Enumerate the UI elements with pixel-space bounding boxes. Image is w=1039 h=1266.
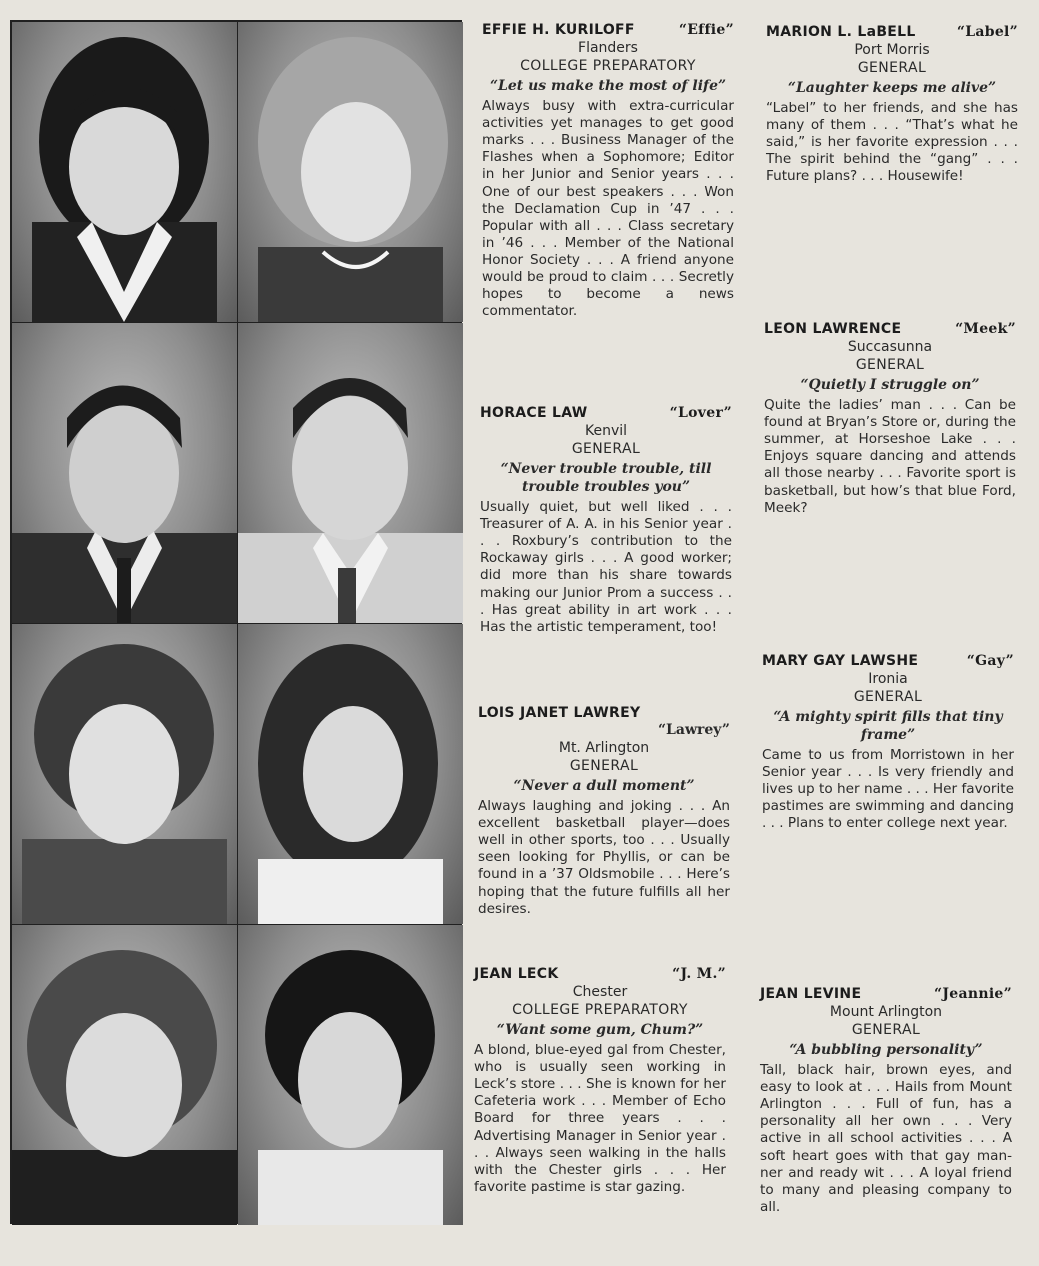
student-nickname: “Lawrey” <box>657 722 730 739</box>
entry-levine <box>760 986 1012 1216</box>
student-motto: “A mighty spirit fills that tiny frame” <box>773 709 1003 744</box>
student-bio: Came to us from Morristown in her Senior year . . . Is very friendly and lives up to her name . . . Her favorite pastimes are swimming and dancing . . . Plans to enter college next year. <box>762 747 1014 832</box>
portrait-leck <box>12 925 237 1225</box>
portrait-lawrey <box>12 624 237 924</box>
student-bio: Tall, black hair, brown eyes, and easy to look at . . . Hails from Mount Arlington . . . Full of fun, has a personality all her own . . . Very active in all school activities . . . A soft heart goes with that gay manner and ready wit . . . A loyal friend to many and pleasing company to all. <box>760 1062 1012 1215</box>
entry-header <box>766 24 1018 41</box>
student-bio: Usually quiet, but well liked . . . Treasurer of A. A. in his Senior year . . . Roxbury’s contribution to the Rockaway girls . . . A good worker; did more than his share towards making our Junior Prom a success . . . Has great ability in art work . . . Has the artistic temperament, too! <box>480 499 732 635</box>
student-motto: “Want some gum, Chum?” <box>496 1022 704 1039</box>
student-nickname: “Gay” <box>966 653 1014 669</box>
student-motto: “Let us make the most of life” <box>489 78 727 95</box>
entry-header <box>478 705 730 722</box>
entry-header <box>480 405 732 422</box>
student-nickname: “Label” <box>956 24 1018 40</box>
entry-header <box>482 22 734 39</box>
entry-lawshe <box>762 653 1014 833</box>
student-bio: “Label” to her friends, and she has many of them . . . “That’s what he said,” is her favorite expression . . . The spirit behind the “gang” . . . Future plans? . . . Housewife! <box>766 100 1018 185</box>
student-motto: “Laughter keeps me alive” <box>787 80 997 97</box>
student-bio: Quite the ladies’ man . . . Can be found at Bryan’s Store or, during the summer, at Horseshoe Lake . . . Enjoys square dancing and attends all those nearby . . . Favorite sport is basketball, but how’s that blue Ford, Meek? <box>764 397 1016 516</box>
entry-lawrey <box>478 705 730 918</box>
student-nickname: “Jeannie” <box>934 986 1012 1002</box>
student-nickname: “Effie” <box>678 22 734 38</box>
student-motto: “A bubbling personality” <box>789 1042 983 1059</box>
entry-header <box>762 653 1014 670</box>
student-town: Mount Arlington <box>829 1004 943 1021</box>
entry-kuriloff <box>482 22 734 320</box>
entry-header <box>474 966 726 983</box>
portrait-law <box>12 323 237 623</box>
student-name: MARION L. LaBELL <box>766 24 916 40</box>
student-town: Kenvil <box>584 423 628 440</box>
portrait-labell <box>238 22 463 322</box>
student-course: GENERAL <box>853 689 923 706</box>
student-bio: A blond, blue-eyed gal from Chester, who is usually seen working in Leck’s store . . . She is known for her Cafeteria work . . . Member of Echo Board for three years . . . Advertising Manager in Senior year . . . Always seen walking in the halls with the Chester girls . . . Her favorite pastime is star gazing. <box>474 1042 726 1195</box>
student-course: GENERAL <box>851 1022 921 1039</box>
student-name: LEON LAWRENCE <box>764 321 902 337</box>
student-town: Flanders <box>578 40 638 57</box>
student-course: COLLEGE PREPARATORY <box>520 58 696 75</box>
student-bio: Always busy with extra-curricular activities yet manages to get good marks . . . Business Manager of the Flashes when a Sophomore; Editor in her Junior and Senior years . . . One of our best speakers . . . Won the Declamation Cup in ’47 . . . Popular with all . . . Class secretary in ’46 . . . Member of the National Honor Society . . . A friend anyone would be proud to claim . . . Secretly hopes to become a news commentator. <box>482 98 734 320</box>
student-name: HORACE LAW <box>480 405 588 421</box>
portrait-levine <box>238 925 463 1225</box>
portrait-lawrence <box>238 323 463 623</box>
student-town: Ironia <box>868 671 908 688</box>
entry-header <box>760 986 1012 1003</box>
student-motto: “Quietly I struggle on” <box>800 377 980 394</box>
student-town: Succasunna <box>847 339 933 356</box>
student-name: LOIS JANET LAWREY <box>478 705 641 721</box>
portrait-kuriloff <box>12 22 237 322</box>
student-nickname: “Lover” <box>669 405 732 421</box>
student-town: Port Morris <box>854 42 930 59</box>
student-town: Chester <box>572 984 628 1001</box>
portrait-lawshe <box>238 624 463 924</box>
student-bio: Always laughing and joking . . . An excellent basketball player—does well in other sports, too . . . Usually seen looking for Phyllis, or can be found in a ’37 Oldsmobile . . . Here’s hoping that the future fulfills all her desires. <box>478 798 730 917</box>
student-name: EFFIE H. KURILOFF <box>482 22 635 38</box>
student-motto: “Never a dull moment” <box>513 778 695 795</box>
student-course: COLLEGE PREPARATORY <box>512 1002 688 1019</box>
student-name: MARY GAY LAWSHE <box>762 653 919 669</box>
entry-lawrence <box>764 321 1016 517</box>
student-nickname: “J. M.” <box>672 966 726 982</box>
student-town: Mt. Arlington <box>558 740 650 757</box>
student-course: GENERAL <box>571 441 641 458</box>
student-name: JEAN LEVINE <box>760 986 862 1002</box>
entry-header <box>764 321 1016 338</box>
entry-labell <box>766 24 1018 186</box>
entry-leck <box>474 966 726 1196</box>
entry-law <box>480 405 732 636</box>
student-nickname: “Meek” <box>955 321 1016 337</box>
student-motto: “Never trouble trouble, till trouble troubles you” <box>500 461 712 496</box>
portrait-grid <box>10 20 462 1224</box>
student-course: GENERAL <box>569 758 639 775</box>
student-name: JEAN LECK <box>474 966 559 982</box>
student-course: GENERAL <box>855 357 925 374</box>
student-course: GENERAL <box>857 60 927 77</box>
